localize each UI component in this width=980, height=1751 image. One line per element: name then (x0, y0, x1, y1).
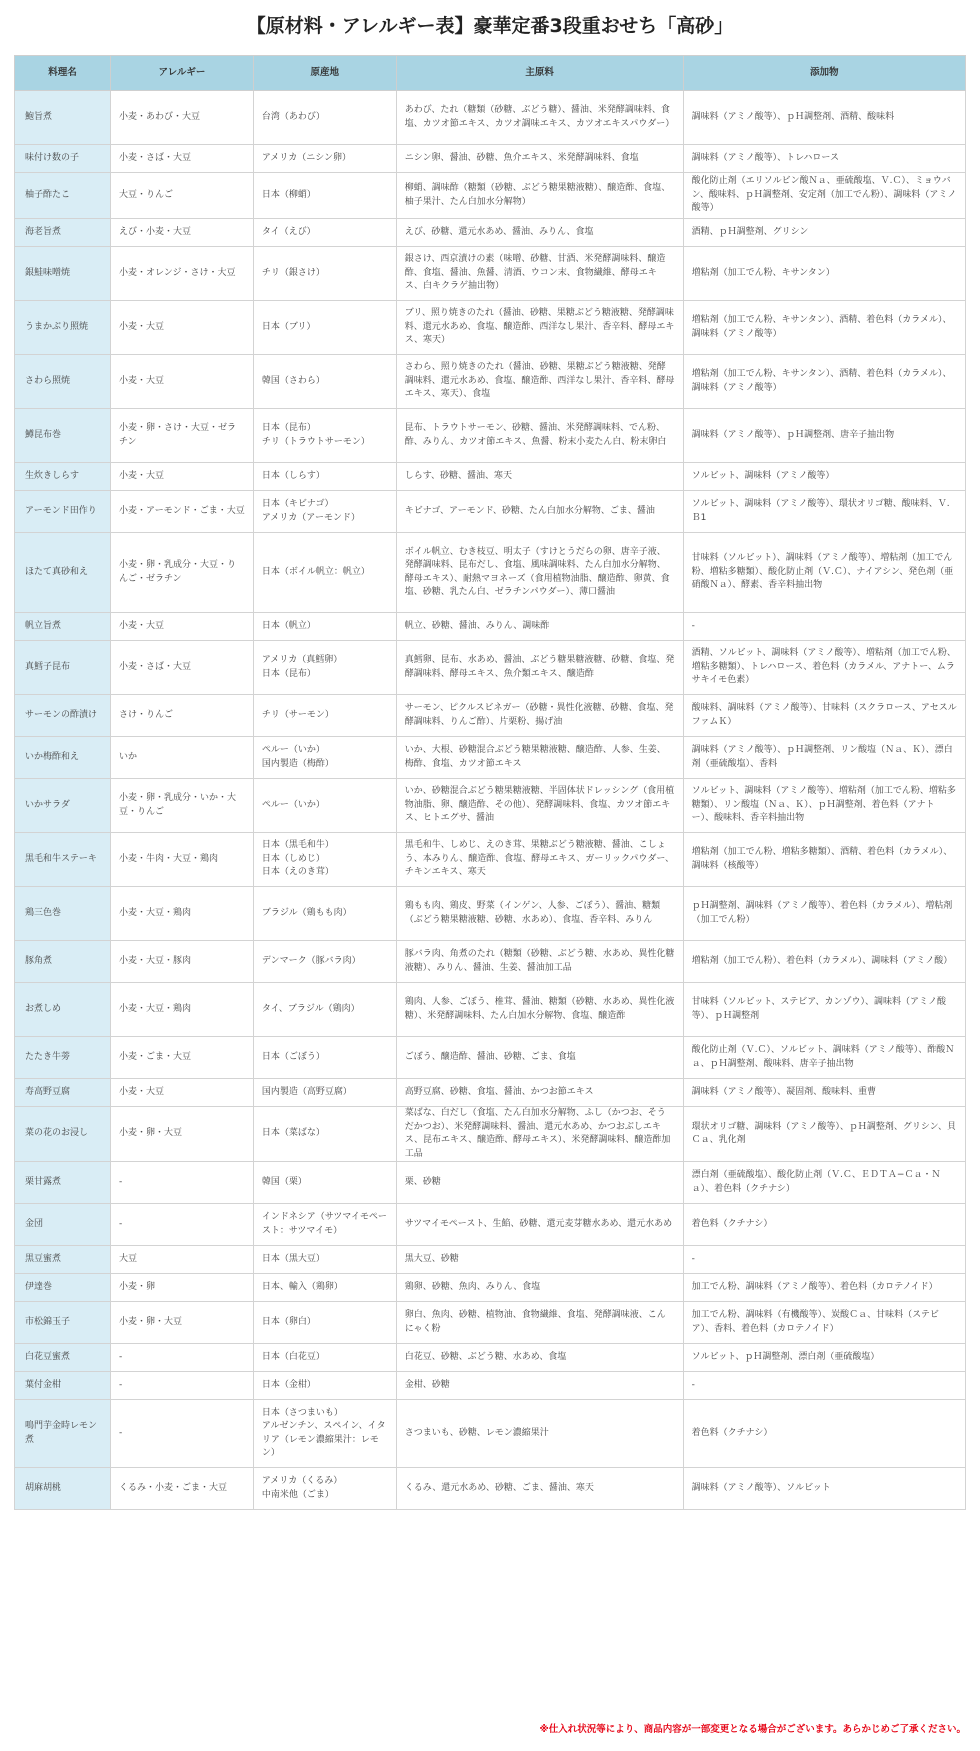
allergy-cell: 小麦・大豆・鶏肉 (110, 887, 253, 941)
dish-name-cell: たたき牛蒡 (15, 1037, 111, 1079)
ingredients-cell: さわら、照り焼きのたれ（醤油、砂糖、果糖ぶどう糖液糖、発酵調味料、還元水あめ、食塩、醸造酢、西洋なし果汁、香辛料、酵母エキス、寒天）、食塩 (396, 355, 683, 409)
origin-cell: アメリカ（ニシン卵） (253, 145, 396, 173)
allergy-cell: - (110, 1204, 253, 1246)
ingredients-cell: 銀さけ、西京漬けの素（味噌、砂糖、甘酒、米発酵調味料、醸造酢、食塩、醤油、魚醤、清酒、ウコン末、食物繊維、酵母エキス、白キクラゲ抽出物） (396, 247, 683, 301)
table-row (15, 833, 966, 887)
ingredients-cell: ボイル帆立、むき枝豆、明太子（すけとうだらの卵、唐辛子液、発酵調味料、昆布だし、食塩、風味調味料、たん白加水分解物、酵母エキス）、耐熱マヨネーズ（食用植物油脂、醸造酢、卵黄、食塩、砂糖、乳たん白、ゼラチンパウダー）、薄口醤油 (396, 533, 683, 613)
dish-name-cell: 海老旨煮 (15, 219, 111, 247)
allergy-cell: 小麦・大豆 (110, 355, 253, 409)
table-row (15, 1162, 966, 1204)
table-row (15, 301, 966, 355)
additives-cell: 環状オリゴ糖、調味料（アミノ酸等）、ｐＨ調整剤、グリシン、貝Ｃａ、乳化剤 (683, 1107, 965, 1162)
origin-cell: アメリカ（くるみ） 中南米他（ごま） (253, 1468, 396, 1510)
dish-name-cell: ほたて真砂和え (15, 533, 111, 613)
allergy-cell: - (110, 1372, 253, 1400)
ingredients-cell: くるみ、還元水あめ、砂糖、ごま、醤油、寒天 (396, 1468, 683, 1510)
table-header-row (15, 56, 966, 91)
dish-name-cell: うまかぶり照焼 (15, 301, 111, 355)
ingredients-cell: ブリ、照り焼きのたれ（醤油、砂糖、果糖ぶどう糖液糖、発酵調味料、還元水あめ、食塩、醸造酢、西洋なし果汁、香辛料、酵母エキス、寒天） (396, 301, 683, 355)
dish-name-cell: 白花豆蜜煮 (15, 1344, 111, 1372)
additives-cell: 増粘剤（加工でん粉、増粘多糖類）、酒精、着色料（カラメル）、調味料（核酸等） (683, 833, 965, 887)
dish-name-cell: お煮しめ (15, 983, 111, 1037)
ingredients-cell: あわび、たれ（糖類（砂糖、ぶどう糖）、醤油、米発酵調味料、食塩、カツオ節エキス、カツオ調味エキス、カツオエキスパウダー） (396, 91, 683, 145)
additives-cell: 調味料（アミノ酸等）、凝固剤、酸味料、重曹 (683, 1079, 965, 1107)
table-row (15, 491, 966, 533)
origin-cell: 日本（ごぼう） (253, 1037, 396, 1079)
origin-cell: 日本（金柑） (253, 1372, 396, 1400)
origin-cell: 日本（しらす） (253, 463, 396, 491)
additives-cell: 増粘剤（加工でん粉、キサンタン）、酒精、着色料（カラメル）、調味料（アミノ酸等） (683, 355, 965, 409)
allergy-cell: えび・小麦・大豆 (110, 219, 253, 247)
header-additives: 添加物 (683, 56, 965, 91)
origin-cell: 日本（ブリ） (253, 301, 396, 355)
ingredients-cell: 白花豆、砂糖、ぶどう糖、水あめ、食塩 (396, 1344, 683, 1372)
table-row (15, 1372, 966, 1400)
table-row (15, 737, 966, 779)
dish-name-cell: 黒毛和牛ステーキ (15, 833, 111, 887)
additives-cell: 調味料（アミノ酸等）、ソルビット (683, 1468, 965, 1510)
allergy-cell: 小麦・卵・さけ・大豆・ゼラチン (110, 409, 253, 463)
origin-cell: 日本（卵白） (253, 1302, 396, 1344)
dish-name-cell: 市松錦玉子 (15, 1302, 111, 1344)
additives-cell: 増粘剤（加工でん粉、キサンタン）、酒精、着色料（カラメル）、調味料（アミノ酸等） (683, 301, 965, 355)
dish-name-cell: 葉付金柑 (15, 1372, 111, 1400)
table-row (15, 1302, 966, 1344)
table-row (15, 173, 966, 219)
table-row (15, 941, 966, 983)
origin-cell: タイ、ブラジル（鶏肉） (253, 983, 396, 1037)
dish-name-cell: 伊達巻 (15, 1274, 111, 1302)
origin-cell: 台湾（あわび） (253, 91, 396, 145)
additives-cell: ソルビット、調味料（アミノ酸等）、増粘剤（加工でん粉、増粘多糖類）、リン酸塩（Ｎａ、Ｋ）、ｐＨ調整剤、着色料（アナトー）、酸味料、香辛料抽出物 (683, 779, 965, 833)
additives-cell: 増粘剤（加工でん粉、キサンタン） (683, 247, 965, 301)
origin-cell: ブラジル（鶏もも肉） (253, 887, 396, 941)
dish-name-cell: 生炊きしらす (15, 463, 111, 491)
additives-cell: ソルビット、調味料（アミノ酸等） (683, 463, 965, 491)
ingredients-cell: 卵白、魚肉、砂糖、植物油、食物繊維、食塩、発酵調味液、こんにゃく粉 (396, 1302, 683, 1344)
dish-name-cell: 栗甘露煮 (15, 1162, 111, 1204)
allergy-cell: - (110, 1400, 253, 1468)
table-row (15, 355, 966, 409)
ingredients-cell: サツマイモペースト、生餡、砂糖、還元麦芽糖水あめ、還元水あめ (396, 1204, 683, 1246)
table-row (15, 1344, 966, 1372)
allergy-cell: 小麦・卵・乳成分・いか・大豆・りんご (110, 779, 253, 833)
ingredients-cell: 鶏卵、砂糖、魚肉、みりん、食塩 (396, 1274, 683, 1302)
additives-cell: 酸化防止剤（Ｖ.Ｃ）、ソルビット、調味料（アミノ酸等）、酢酸Ｎａ、ｐＨ調整剤、酸味料、唐辛子抽出物 (683, 1037, 965, 1079)
additives-cell: 酸味料、調味料（アミノ酸等）、甘味料（スクラロース、アセスルファムＫ） (683, 695, 965, 737)
allergy-cell: 小麦・ごま・大豆 (110, 1037, 253, 1079)
origin-cell: ペルー（いか） 国内製造（梅酢） (253, 737, 396, 779)
ingredients-cell: いか、砂糖混合ぶどう糖果糖液糖、半固体状ドレッシング（食用植物油脂、卵、醸造酢、その他）、発酵調味料、食塩、カツオ節エキス、ヒトエグサ、醤油 (396, 779, 683, 833)
additives-cell: - (683, 613, 965, 641)
origin-cell: 韓国（さわら） (253, 355, 396, 409)
table-row (15, 1400, 966, 1468)
allergy-cell: いか (110, 737, 253, 779)
table-row (15, 641, 966, 695)
ingredients-cell: 高野豆腐、砂糖、食塩、醤油、かつお節エキス (396, 1079, 683, 1107)
additives-cell: 漂白剤（亜硫酸塩）、酸化防止剤（Ｖ.Ｃ、ＥＤＴＡ−Ｃａ・Ｎａ）、着色料（クチナシ） (683, 1162, 965, 1204)
ingredients-cell: 鶏肉、人参、ごぼう、椎茸、醤油、糖類（砂糖、水あめ、異性化液糖）、米発酵調味料、たん白加水分解物、食塩、醸造酢 (396, 983, 683, 1037)
table-row (15, 695, 966, 737)
dish-name-cell: 鮑旨煮 (15, 91, 111, 145)
ingredients-cell: キビナゴ、アーモンド、砂糖、たん白加水分解物、ごま、醤油 (396, 491, 683, 533)
additives-cell: 加工でん粉、調味料（有機酸等）、炭酸Ｃａ、甘味料（ステビア）、香料、着色料（カロテノイド） (683, 1302, 965, 1344)
allergy-cell: 小麦・さば・大豆 (110, 641, 253, 695)
origin-cell: タイ（えび） (253, 219, 396, 247)
header-dish-name: 料理名 (15, 56, 111, 91)
origin-cell: 日本、輸入（鶏卵） (253, 1274, 396, 1302)
allergy-cell: 小麦・アーモンド・ごま・大豆 (110, 491, 253, 533)
table-row (15, 1246, 966, 1274)
additives-cell: 着色料（クチナシ） (683, 1400, 965, 1468)
allergy-cell: 小麦・牛肉・大豆・鶏肉 (110, 833, 253, 887)
ingredients-cell: 帆立、砂糖、醤油、みりん、調味酢 (396, 613, 683, 641)
allergy-cell: 小麦・卵・大豆 (110, 1302, 253, 1344)
ingredients-cell: えび、砂糖、還元水あめ、醤油、みりん、食塩 (396, 219, 683, 247)
allergy-cell: 小麦・大豆 (110, 463, 253, 491)
table-row (15, 1079, 966, 1107)
additives-cell: 調味料（アミノ酸等）、トレハロース (683, 145, 965, 173)
table-row (15, 145, 966, 173)
dish-name-cell: サーモンの酢漬け (15, 695, 111, 737)
table-row (15, 887, 966, 941)
dish-name-cell: 柚子酢たこ (15, 173, 111, 219)
origin-cell: 日本（黒毛和牛） 日本（しめじ） 日本（えのき茸） (253, 833, 396, 887)
ingredients-cell: さつまいも、砂糖、レモン濃縮果汁 (396, 1400, 683, 1468)
dish-name-cell: 鱒昆布巻 (15, 409, 111, 463)
dish-name-cell: 豚角煮 (15, 941, 111, 983)
origin-cell: 日本（さつまいも） アルゼンチン、スペイン、イタリア（レモン濃縮果汁：レモン） (253, 1400, 396, 1468)
additives-cell: ｐＨ調整剤、調味料（アミノ酸等）、着色料（カラメル）、増粘剤（加工でん粉） (683, 887, 965, 941)
allergy-cell: 小麦・大豆・鶏肉 (110, 983, 253, 1037)
dish-name-cell: いかサラダ (15, 779, 111, 833)
dish-name-cell: 鳴門芋金時レモン煮 (15, 1400, 111, 1468)
ingredients-cell: 菜ばな、白だし（食塩、たん白加水分解物、ふし（かつお、そうだかつお）、米発酵調味料、醤油、還元水あめ、かつおぶしエキス、昆布エキス、醸造酢、酵母エキス）、米発酵調味料、醸造酢加工品 (396, 1107, 683, 1162)
page-title: 【原材料・アレルギー表】豪華定番3段重おせち「高砂」 (246, 15, 734, 37)
dish-name-cell: 鶏三色巻 (15, 887, 111, 941)
additives-cell: 甘味料（ソルビット）、調味料（アミノ酸等）、増粘剤（加工でん粉、増粘多糖類）、酸化防止剤（Ｖ.Ｃ）、ナイアシン、発色剤（亜硝酸Ｎａ）、酵素、香辛料抽出物 (683, 533, 965, 613)
additives-cell: ソルビット、調味料（アミノ酸等）、環状オリゴ糖、酸味料、Ｖ.Ｂ1 (683, 491, 965, 533)
origin-cell: ペルー（いか） (253, 779, 396, 833)
table-row (15, 1274, 966, 1302)
table-row (15, 91, 966, 145)
origin-cell: 日本（帆立） (253, 613, 396, 641)
table-row (15, 613, 966, 641)
allergy-cell: 小麦・大豆 (110, 1079, 253, 1107)
origin-cell: 日本（ボイル帆立：帆立） (253, 533, 396, 613)
additives-cell: - (683, 1246, 965, 1274)
dish-name-cell: アーモンド田作り (15, 491, 111, 533)
origin-cell: デンマーク（豚バラ肉） (253, 941, 396, 983)
additives-cell: 酒精、ソルビット、調味料（アミノ酸等）、増粘剤（加工でん粉、増粘多糖類）、トレハロース、着色料（カラメル、アナトー、ムラサキイモ色素） (683, 641, 965, 695)
allergy-cell: 小麦・大豆 (110, 613, 253, 641)
allergy-cell: 大豆 (110, 1246, 253, 1274)
allergy-cell: 小麦・卵・大豆 (110, 1107, 253, 1162)
header-origin: 原産地 (253, 56, 396, 91)
allergy-cell: 小麦・大豆・豚肉 (110, 941, 253, 983)
allergy-cell: さけ・りんご (110, 695, 253, 737)
ingredients-cell: 黒毛和牛、しめじ、えのき茸、果糖ぶどう糖液糖、醤油、こしょう、本みりん、醸造酢、食塩、酵母エキス、ガーリックパウダー、チキンエキス、寒天 (396, 833, 683, 887)
table-row (15, 1468, 966, 1510)
origin-cell: 日本（白花豆） (253, 1344, 396, 1372)
ingredients-cell: 金柑、砂糖 (396, 1372, 683, 1400)
allergy-cell: - (110, 1344, 253, 1372)
allergy-cell: 小麦・あわび・大豆 (110, 91, 253, 145)
table-row (15, 247, 966, 301)
ingredients-cell: 栗、砂糖 (396, 1162, 683, 1204)
ingredients-cell: 鶏もも肉、鶏皮、野菜（インゲン、人参、ごぼう）、醤油、糖類（ぶどう糖果糖液糖、砂糖、水あめ）、食塩、香辛料、みりん (396, 887, 683, 941)
additives-cell: 酸化防止剤（エリソルビン酸Ｎａ、亜硫酸塩、Ｖ.Ｃ）、ミョウバン、酸味料、ｐＨ調整剤、安定剤（加工でん粉）、調味料（アミノ酸等） (683, 173, 965, 219)
dish-name-cell: 銀鮭味噌焼 (15, 247, 111, 301)
allergy-cell: 小麦・さば・大豆 (110, 145, 253, 173)
additives-cell: 甘味料（ソルビット、ステビア、カンゾウ）、調味料（アミノ酸等）、ｐＨ調整剤 (683, 983, 965, 1037)
origin-cell: 日本（キビナゴ） アメリカ（アーモンド） (253, 491, 396, 533)
dish-name-cell: 味付け数の子 (15, 145, 111, 173)
ingredients-cell: サーモン、ピクルスビネガー（砂糖・異性化液糖、砂糖、食塩、発酵調味料、りんご酢）、片栗粉、揚げ油 (396, 695, 683, 737)
dish-name-cell: 黒豆蜜煮 (15, 1246, 111, 1274)
origin-cell: アメリカ（真鱈卵） 日本（昆布） (253, 641, 396, 695)
dish-name-cell: 胡麻胡桃 (15, 1468, 111, 1510)
additives-cell: 酒精、ｐＨ調整剤、グリシン (683, 219, 965, 247)
allergy-cell: 大豆・りんご (110, 173, 253, 219)
ingredients-cell: ごぼう、醸造酢、醤油、砂糖、ごま、食塩 (396, 1037, 683, 1079)
ingredients-cell: 昆布、トラウトサーモン、砂糖、醤油、米発酵調味料、でん粉、酢、みりん、カツオ節エキス、魚醤、粉末小麦たん白、粉末卵白 (396, 409, 683, 463)
header-ingredients: 主原料 (396, 56, 683, 91)
allergy-cell: 小麦・オレンジ・さけ・大豆 (110, 247, 253, 301)
allergy-cell: くるみ・小麦・ごま・大豆 (110, 1468, 253, 1510)
additives-cell: 加工でん粉、調味料（アミノ酸等）、着色料（カロテノイド） (683, 1274, 965, 1302)
allergy-cell: 小麦・卵・乳成分・大豆・りんご・ゼラチン (110, 533, 253, 613)
allergy-cell: 小麦・卵 (110, 1274, 253, 1302)
table-row (15, 983, 966, 1037)
additives-cell: ソルビット、ｐＨ調整剤、漂白剤（亜硫酸塩） (683, 1344, 965, 1372)
origin-cell: 国内製造（高野豆腐） (253, 1079, 396, 1107)
ingredients-cell: 真鱈卵、昆布、水あめ、醤油、ぶどう糖果糖液糖、砂糖、食塩、発酵調味料、酵母エキス、魚介類エキス、醸造酢 (396, 641, 683, 695)
origin-cell: 日本（昆布） チリ（トラウトサーモン） (253, 409, 396, 463)
table-row (15, 409, 966, 463)
allergy-table (14, 55, 966, 1510)
additives-cell: 着色料（クチナシ） (683, 1204, 965, 1246)
origin-cell: 日本（柳蛸） (253, 173, 396, 219)
origin-cell: 日本（菜ばな） (253, 1107, 396, 1162)
ingredients-cell: 柳蛸、調味酢（糖類（砂糖、ぶどう糖果糖液糖）、醸造酢、食塩、柚子果汁、たん白加水分解物） (396, 173, 683, 219)
ingredients-cell: いか、大根、砂糖混合ぶどう糖果糖液糖、醸造酢、人参、生姜、梅酢、食塩、カツオ節エキス (396, 737, 683, 779)
disclaimer-note: ※仕入れ状況等により、商品内容が一部変更となる場合がございます。あらかじめご了承ください。 (539, 1724, 966, 1735)
origin-cell: チリ（サーモン） (253, 695, 396, 737)
table-row (15, 1107, 966, 1162)
dish-name-cell: 金団 (15, 1204, 111, 1246)
table-row (15, 219, 966, 247)
origin-cell: 日本（黒大豆） (253, 1246, 396, 1274)
dish-name-cell: いか梅酢和え (15, 737, 111, 779)
additives-cell: 調味料（アミノ酸等）、ｐＨ調整剤、酒精、酸味料 (683, 91, 965, 145)
origin-cell: インドネシア（サツマイモペースト：サツマイモ） (253, 1204, 396, 1246)
origin-cell: 韓国（栗） (253, 1162, 396, 1204)
table-row (15, 463, 966, 491)
additives-cell: 調味料（アミノ酸等）、ｐＨ調整剤、リン酸塩（Ｎａ、Ｋ）、漂白剤（亜硫酸塩）、香料 (683, 737, 965, 779)
ingredients-cell: ニシン卵、醤油、砂糖、魚介エキス、米発酵調味料、食塩 (396, 145, 683, 173)
table-row (15, 779, 966, 833)
dish-name-cell: 寿高野豆腐 (15, 1079, 111, 1107)
additives-cell: 増粘剤（加工でん粉）、着色料（カラメル）、調味料（アミノ酸） (683, 941, 965, 983)
dish-name-cell: 真鱈子昆布 (15, 641, 111, 695)
dish-name-cell: 帆立旨煮 (15, 613, 111, 641)
dish-name-cell: 菜の花のお浸し (15, 1107, 111, 1162)
allergy-cell: - (110, 1162, 253, 1204)
additives-cell: 調味料（アミノ酸等）、ｐＨ調整剤、唐辛子抽出物 (683, 409, 965, 463)
ingredients-cell: しらす、砂糖、醤油、寒天 (396, 463, 683, 491)
ingredients-cell: 豚バラ肉、角煮のたれ（糖類（砂糖、ぶどう糖、水あめ、異性化糖液糖）、みりん、醤油、生姜、醤油加工品 (396, 941, 683, 983)
table-row (15, 1037, 966, 1079)
dish-name-cell: さわら照焼 (15, 355, 111, 409)
additives-cell: - (683, 1372, 965, 1400)
table-row (15, 533, 966, 613)
ingredients-cell: 黒大豆、砂糖 (396, 1246, 683, 1274)
table-row (15, 1204, 966, 1246)
allergy-cell: 小麦・大豆 (110, 301, 253, 355)
origin-cell: チリ（銀さけ） (253, 247, 396, 301)
header-allergy: アレルギー (110, 56, 253, 91)
